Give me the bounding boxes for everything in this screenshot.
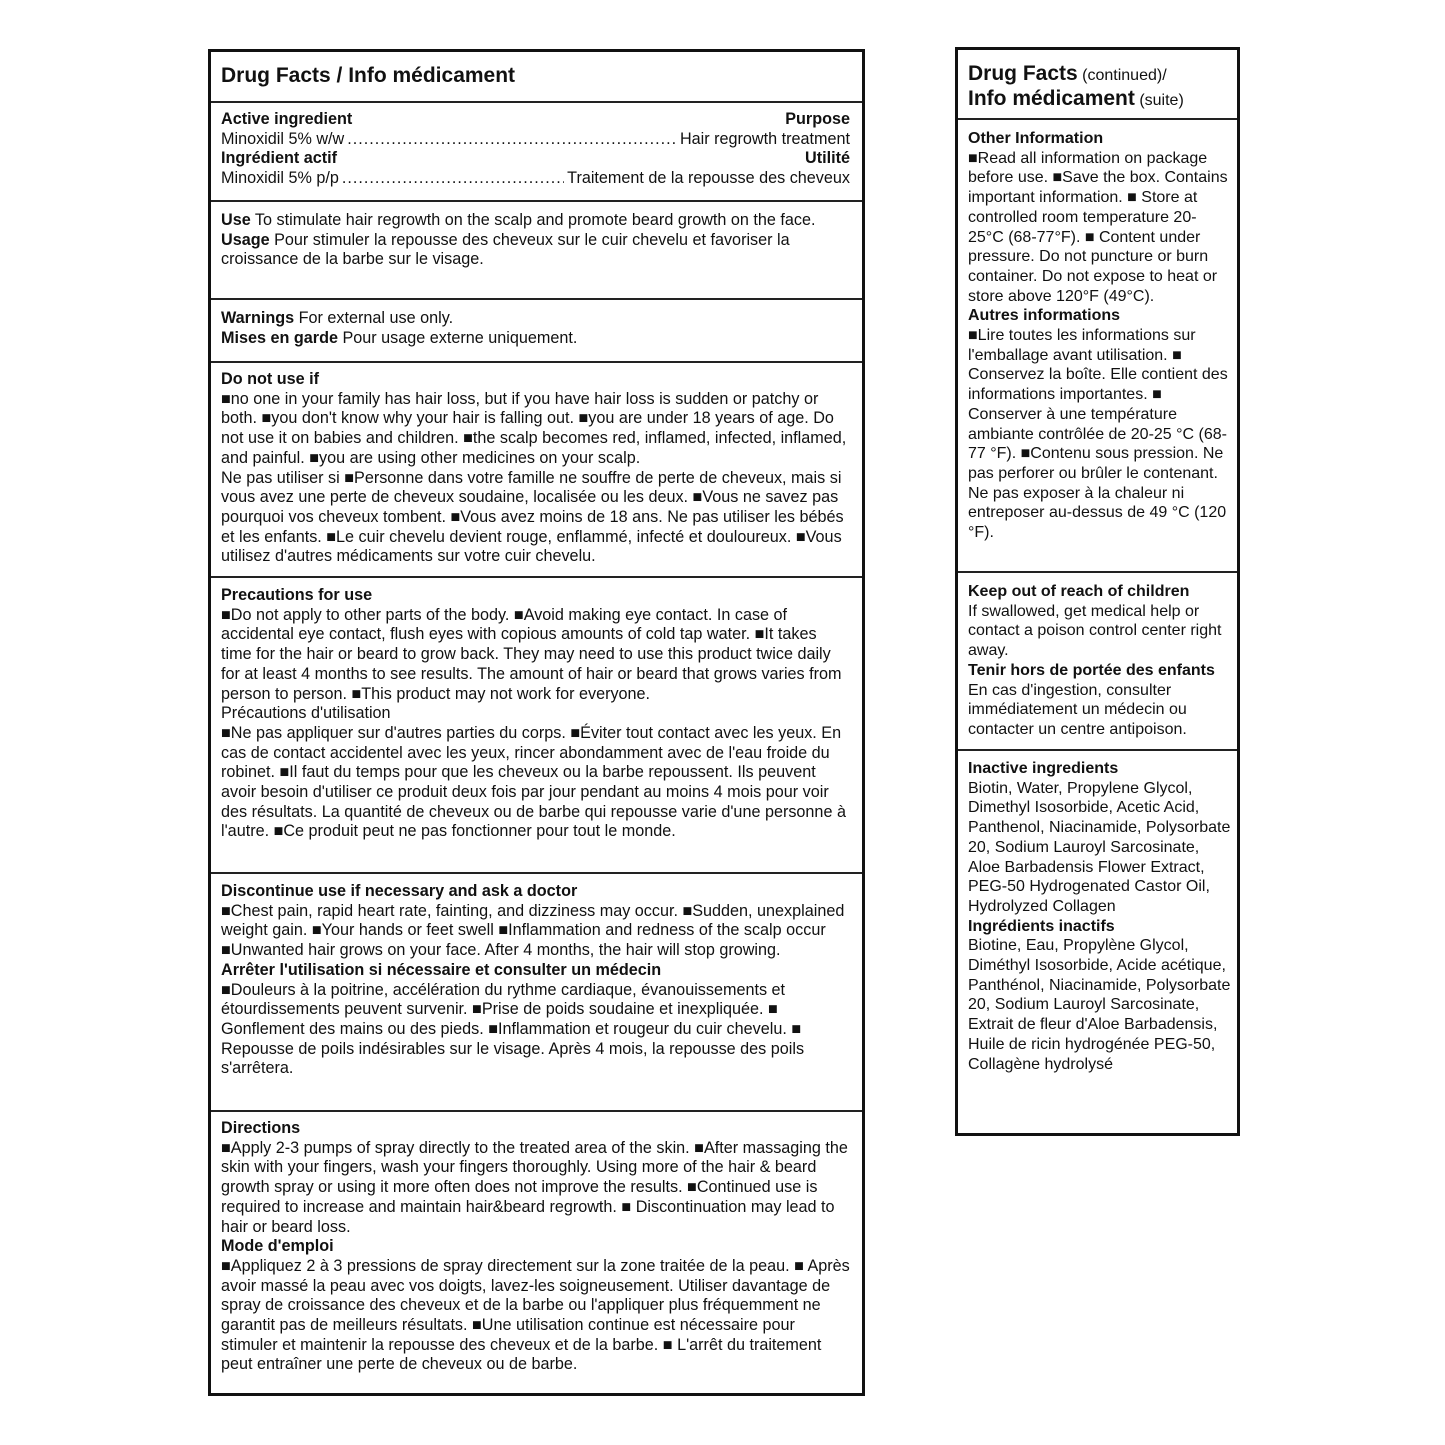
active-heading-row-fr	[221, 149, 850, 169]
continued-note: (continued)/	[1082, 67, 1167, 84]
warnings-text-fr	[221, 329, 850, 349]
precautions-heading-fr: Précautions d'utilisation	[221, 704, 391, 723]
active-ingredient-row-fr	[221, 169, 850, 189]
drug-facts-panel	[208, 49, 865, 1396]
active-ingredient-heading-fr: Ingrédient actif	[221, 149, 338, 168]
discontinue-text-fr: ■Douleurs à la poitrine, accélération du rythme cardiaque, évanouissements et étourdissements peuvent survenir. ■Prise de poids soudaine et inexpliquée. ■ Gonflement des mains ou des pieds. ■Inflammation et rougeur du cuir chevelu. ■ Repousse de poils indésirables sur le visage. Après 4 mois, la repousse des poils s'arrêtera.	[221, 980, 805, 1078]
dot-leader	[342, 169, 564, 189]
other-information-section	[958, 118, 1237, 571]
active-ingredient-purpose-fr: Traitement de la repousse des cheveux	[567, 169, 850, 188]
active-ingredient-purpose: Hair regrowth treatment	[679, 129, 850, 148]
continued-title-line	[968, 62, 1231, 87]
continued-title-fr: Info médicament	[968, 87, 1135, 110]
purpose-heading: Purpose	[785, 110, 850, 128]
do-not-use-heading: Do not use if	[221, 370, 320, 388]
inactive-ingredients-heading: Inactive ingredients	[968, 760, 1119, 777]
warnings-description-fr: Pour usage externe uniquement.	[337, 328, 578, 347]
directions-text-fr: ■Appliquez 2 à 3 pressions de spray directement sur la zone traitée de la peau. ■ Après avoir massé la peau avec vos doigts, lavez-les soigneusement. Utiliser davantage de spray de croissance des cheveux et de la barbe ou l'appliquer plus fréquemment ne garantit pas de meilleurs résultats. ■Une utilisation continue est nécessaire pour stimuler et maintenir la repousse des cheveux et de la barbe. ■ L'arrêt du traitement peut entraîner une perte de cheveux ou de barbe.	[221, 1256, 850, 1374]
precautions-heading: Precautions for use	[221, 586, 373, 604]
discontinue-heading: Discontinue use if necessary and ask a doctor	[221, 882, 578, 900]
continued-title: Drug Facts	[968, 62, 1078, 85]
active-ingredient-heading: Active ingredient	[221, 110, 353, 128]
precautions-text-fr: ■Ne pas appliquer sur d'autres parties du corps. ■Éviter tout contact avec les yeux. En cas de contact accidentel avec les yeux, rincer abondamment avec de l'eau froide du robinet. ■Il faut du temps pour que les cheveux ou la barbe repoussent. Ils peuvent avoir besoin d'utiliser ce produit deux fois par jour pendant au moins 4 mois pour voir des résultats. La quantité de cheveux ou de barbe qui repousse varie d'une personne à l'autre. ■Ce produit peut ne pas fonctionner pour tout le monde.	[221, 723, 846, 841]
usage-description: Pour stimuler la repousse des cheveux sur le cuir chevelu et favoriser la croissance de la barbe sur le visage.	[221, 230, 790, 269]
continued-note-fr: (suite)	[1139, 92, 1184, 109]
continued-title-line-fr	[968, 87, 1231, 112]
precautions-section	[211, 576, 862, 872]
active-ingredient-row	[221, 130, 850, 150]
warnings-text	[221, 309, 850, 329]
active-ingredient-name: Minoxidil 5% w/w	[221, 129, 345, 148]
use-text	[221, 211, 850, 231]
dot-leader	[347, 130, 677, 150]
do-not-use-text-fr: Ne pas utiliser si ■Personne dans votre famille ne souffre de perte de cheveux, mais si vous avez une perte de cheveux soudaine, localisée ou les deux. ■Vous ne savez pas pourquoi vos cheveux tombent. ■Vous avez moins de 18 ans. Ne pas utiliser les bébés et les enfants. ■Le cuir chevelu devient rouge, enflammé, infecté et douloureux. ■Vous utilisez d'autres médicaments sur votre cuir chevelu.	[221, 468, 844, 566]
warnings-section	[211, 298, 862, 361]
precautions-text: ■Do not apply to other parts of the body. ■Avoid making eye contact. In case of accidental eye contact, flush eyes with copious amounts of cold tap water. ■It takes time for the hair or beard to grow back. They may need to use this product twice daily for at least 4 months to see results. The amount of hair or beard that grows varies from person to person. ■This product may not work for everyone.	[221, 605, 842, 703]
discontinue-heading-fr: Arrêter l'utilisation si nécessaire et consulter un médecin	[221, 960, 662, 979]
inactive-ingredients-heading-fr: Ingrédients inactifs	[968, 917, 1115, 935]
active-ingredient-name-fr: Minoxidil 5% p/p	[221, 169, 339, 188]
directions-section	[211, 1110, 862, 1390]
other-information-heading-fr: Autres informations	[968, 307, 1121, 325]
keep-out-text-fr: En cas d'ingestion, consulter immédiatement un médecin ou contacter un centre antipoison.	[968, 681, 1187, 738]
use-label: Use	[221, 211, 251, 229]
keep-out-heading-fr: Tenir hors de portée des enfants	[968, 661, 1215, 679]
keep-out-heading: Keep out of reach of children	[968, 583, 1190, 600]
inactive-ingredients-section	[958, 749, 1237, 1133]
warnings-label: Warnings	[221, 309, 295, 327]
inactive-ingredients-text-fr: Biotine, Eau, Propylène Glycol, Diméthyl Isosorbide, Acide acétique, Panthénol, Niacinamide, Polysorbate 20, Sodium Lauroyl Sarcosinate, Extrait de fleur d'Aloe Barbadensis, Huile de ricin hydrogénée PEG-50, Collagène hydrolysé	[968, 937, 1231, 1073]
other-information-text: ■Read all information on package before use. ■Save the box. Contains important information. ■ Store at controlled room temperature 20-25°C (68-77°F). ■ Content under pressure. Do not puncture or burn container. Do not expose to heat or store above 120°F (49°C).	[968, 149, 1228, 305]
active-ingredient-section	[211, 101, 862, 200]
active-heading-row	[221, 110, 850, 130]
other-information-heading: Other Information	[968, 130, 1104, 147]
usage-text	[221, 231, 850, 270]
directions-heading: Directions	[221, 1119, 301, 1137]
keep-out-of-reach-section	[958, 571, 1237, 749]
usage-label: Usage	[221, 230, 270, 249]
use-section	[211, 200, 862, 298]
drug-facts-continued-panel	[955, 47, 1240, 1136]
warnings-label-fr: Mises en garde	[221, 328, 338, 347]
other-information-text-fr: ■Lire toutes les informations sur l'emballage avant utilisation. ■ Conservez la boîte. Elle contient des informations importantes. ■ Conserver à une température ambiante contrôlée de 20-25 °C (68-77 °F). ■Contenu sous pression. Ne pas perforer ou brûler le contenant. Ne pas exposer à la chaleur ni entreposer au-dessus de 49 °C (120 °F).	[968, 327, 1228, 542]
directions-heading-fr: Mode d'emploi	[221, 1237, 334, 1256]
continued-title-section	[958, 50, 1237, 118]
panel-title: Drug Facts / Info médicament	[221, 64, 516, 87]
warnings-description: For external use only.	[294, 309, 454, 327]
discontinue-text: ■Chest pain, rapid heart rate, fainting, and dizziness may occur. ■Sudden, unexplained weight gain. ■Your hands or feet swell ■Inflammation and redness of the scalp occur ■Unwanted hair grows on your face. After 4 months, the hair will stop growing.	[221, 901, 845, 960]
use-description: To stimulate hair regrowth on the scalp and promote beard growth on the face.	[250, 211, 816, 229]
do-not-use-section	[211, 361, 862, 576]
discontinue-section	[211, 872, 862, 1110]
panel-title-section	[211, 52, 862, 101]
keep-out-text: If swallowed, get medical help or contact a poison control center right away.	[968, 602, 1222, 660]
directions-text: ■Apply 2-3 pumps of spray directly to the treated area of the skin. ■After massaging the skin with your fingers, wash your fingers thoroughly. Using more of the hair & beard growth spray or using it more often does not improve the results. ■Continued use is required to increase and maintain hair&beard regrowth. ■ Discontinuation may lead to hair or beard loss.	[221, 1138, 848, 1236]
do-not-use-text: ■no one in your family has hair loss, but if you have hair loss is sudden or patchy or both. ■you don't know why your hair is falling out. ■you are under 18 years of age. Do not use it on babies and children. ■the scalp becomes red, inflamed, infected, inflamed, and painful. ■you are using other medicines on your scalp.	[221, 389, 847, 467]
purpose-heading-fr: Utilité	[805, 149, 850, 168]
inactive-ingredients-text: Biotin, Water, Propylene Glycol, Dimethyl Isosorbide, Acetic Acid, Panthenol, Niacinamide, Polysorbate 20, Sodium Lauroyl Sarcosinate, Aloe Barbadensis Flower Extract, PEG-50 Hydrogenated Castor Oil, Hydrolyzed Collagen	[968, 779, 1231, 915]
